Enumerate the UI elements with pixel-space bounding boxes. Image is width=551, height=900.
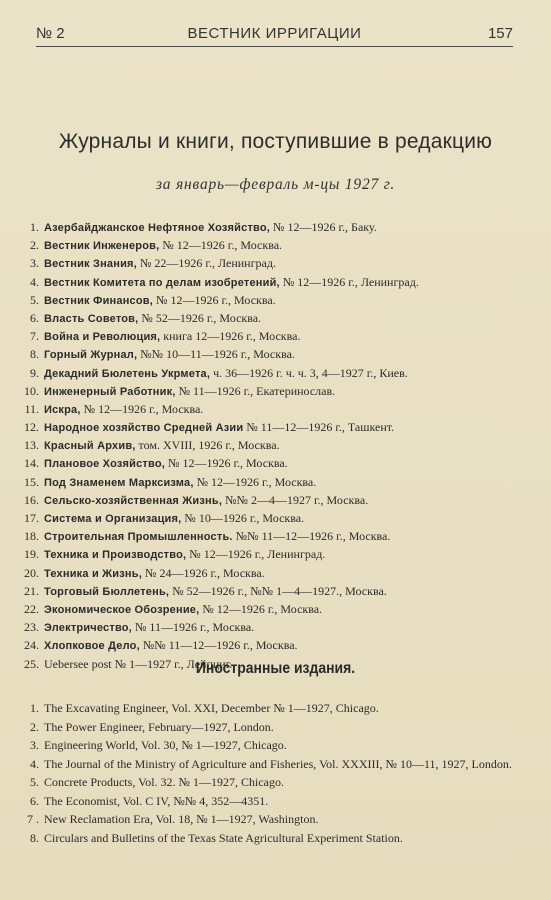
item-number: 10. <box>24 383 39 398</box>
journal-name: Экономическое Обозрение, <box>44 603 200 616</box>
list-item <box>24 545 531 563</box>
journal-details: №№ 11—12—1926 г., Москва. <box>232 529 391 544</box>
item-text <box>44 382 531 400</box>
item-number: 25. <box>24 656 39 671</box>
item-number: 2. <box>30 238 39 253</box>
journal-name: Горный Журнал, <box>44 349 138 362</box>
list-item <box>24 618 531 636</box>
journal-title: ВЕСТНИК ИРРИГАЦИИ <box>187 25 362 42</box>
list-item <box>24 830 529 847</box>
list-item <box>24 273 531 291</box>
item-text: The Power Engineer, February—1927, London. <box>44 719 274 734</box>
journal-name: Электричество, <box>44 622 132 635</box>
journal-name: Декадний Бюлетень Укрмета, <box>44 367 211 380</box>
journal-details: № 12—1926 г., Ленинград. <box>279 274 419 289</box>
list-item <box>24 382 531 400</box>
journal-name: Техника и Жизнь, <box>44 567 142 580</box>
journal-details: № 12—1926 г., Москва. <box>165 456 288 471</box>
list-item <box>24 774 529 791</box>
journal-details: № 12—1926 г., Баку. <box>270 220 377 234</box>
journal-name: Народное хозяйство Средней Азии <box>44 422 244 435</box>
item-text: The Journal of the Ministry of Agriculture and Fisheries, Vol. XXXIII, № 10—11, 1927, London. <box>44 756 512 771</box>
item-number: 23. <box>24 620 39 635</box>
list-item <box>24 291 531 309</box>
journal-details: № 11—1926 г., Екатеринослав. <box>175 383 336 398</box>
item-number: 15. <box>24 474 39 489</box>
item-text: Engineering World, Vol. 30, № 1—1927, Chicago. <box>44 738 287 752</box>
item-number: 18. <box>24 529 39 544</box>
list-item <box>24 793 529 810</box>
item-number: 8. <box>30 830 39 845</box>
list-item <box>24 491 531 509</box>
page-subtitle: за январь—февраль м-цы 1927 г. <box>155 176 396 193</box>
item-number: 13. <box>24 438 39 453</box>
item-text <box>44 418 531 436</box>
item-text <box>44 564 531 582</box>
list-item <box>24 236 531 254</box>
journal-details: №№ 11—12—1926 г., Москва. <box>139 638 298 653</box>
list-item <box>24 509 531 527</box>
item-number: 14. <box>24 456 39 471</box>
item-number: 4. <box>30 274 39 289</box>
journal-details: № 12—1926 г., Москва. <box>153 292 276 307</box>
list-item <box>24 756 529 773</box>
item-number: 16. <box>24 492 39 507</box>
list-item <box>24 636 531 654</box>
item-text <box>44 273 531 291</box>
item-text <box>44 618 531 636</box>
item-number: 24. <box>24 638 39 653</box>
item-number: 17. <box>24 511 39 525</box>
domestic-journals-list <box>24 218 531 673</box>
journal-details: № 12—1926 г., Москва. <box>199 601 323 616</box>
list-item <box>24 454 531 472</box>
list-item <box>24 327 531 345</box>
item-number: 21. <box>24 583 39 598</box>
list-item <box>24 436 531 454</box>
item-number: 4. <box>30 756 39 771</box>
journal-details: № 52—1926 г., №№ 1—4—1927., Москва. <box>169 583 387 598</box>
item-text: Circulars and Bulletins of the Texas State Agricultural Experiment Station. <box>44 830 403 845</box>
journal-name: Под Знаменем Марксизма, <box>44 476 194 489</box>
item-text: New Reclamation Era, Vol. 18, № 1—1927, Washington. <box>44 812 319 826</box>
item-number: 9. <box>30 365 39 380</box>
journal-details: № 12—1926 г., Москва. <box>193 474 317 489</box>
journal-name: Вестник Финансов, <box>44 294 154 307</box>
journal-details: №№ 10—11—1926 г., Москва. <box>137 347 295 362</box>
list-item <box>24 811 529 828</box>
list-item <box>24 345 531 363</box>
list-item <box>24 218 531 236</box>
item-text: The Excavating Engineer, Vol. XXI, December № 1—1927, Chicago. <box>44 701 379 715</box>
item-number: 5. <box>30 292 39 307</box>
item-text <box>44 400 531 418</box>
journal-name: Вестник Инженеров, <box>44 240 160 253</box>
list-item <box>24 254 531 272</box>
list-item <box>24 418 531 436</box>
journal-details: книга 12—1926 г., Москва. <box>160 329 301 344</box>
item-number: 12. <box>24 420 39 435</box>
item-number: 1. <box>30 220 39 234</box>
journal-name: Инженерный Работник, <box>44 385 176 398</box>
item-text <box>44 545 531 563</box>
journal-name: Азербайджанское Нефтяное Хозяйство, <box>44 222 271 234</box>
item-text: The Economist, Vol. C IV, №№ 4, 352—4351. <box>44 793 269 808</box>
journal-details: № 52—1926 г., Москва. <box>138 310 262 325</box>
item-number: 11. <box>24 401 39 416</box>
journal-name: Война и Революция, <box>44 331 161 344</box>
journal-name: Хлопковое Дело, <box>44 640 140 653</box>
item-number: 2. <box>30 719 39 734</box>
item-text <box>44 473 531 491</box>
list-item <box>24 700 529 717</box>
journal-name: Торговый Бюллетень, <box>44 585 170 598</box>
item-number: 7 . <box>27 812 39 826</box>
journal-details: № 12—1926 г., Ленинград. <box>186 547 326 562</box>
item-number: 6. <box>30 793 39 808</box>
item-text <box>44 236 531 254</box>
running-header <box>36 22 513 47</box>
list-item <box>24 309 531 327</box>
item-text <box>44 636 531 654</box>
journal-details: № 10—1926 г., Москва. <box>181 511 305 525</box>
page-number: 157 <box>487 25 513 42</box>
item-number: 20. <box>24 565 39 580</box>
item-text: Concrete Products, Vol. 32. № 1—1927, Chicago. <box>44 775 284 789</box>
list-item <box>24 719 529 736</box>
journal-details: № 11—12—1926 г., Ташкент. <box>243 420 395 435</box>
journal-name: Техника и Производство, <box>44 549 187 562</box>
list-item <box>24 400 531 418</box>
item-text <box>44 345 531 363</box>
item-text <box>44 436 531 454</box>
item-number: 5. <box>30 775 39 789</box>
item-text <box>44 291 531 309</box>
journal-details: № 12—1926 г., Москва. <box>159 238 283 253</box>
item-text <box>44 509 531 527</box>
list-item <box>24 737 529 754</box>
item-text <box>44 600 531 618</box>
journal-name: Вестник Знания, <box>44 258 137 271</box>
list-item <box>24 527 531 545</box>
item-text <box>44 218 531 236</box>
item-number: 6. <box>30 310 39 325</box>
journal-name: Система и Организация, <box>44 513 182 525</box>
journal-name: Плановое Хозяйство, <box>44 458 165 471</box>
item-text <box>44 254 531 272</box>
journal-details: ч. 36—1926 г. ч. ч. 3, 4—1927 г., Киев. <box>210 365 408 380</box>
journal-details: № 24—1926 г., Москва. <box>142 565 265 580</box>
foreign-section-heading: Иностранные издания. <box>195 660 356 677</box>
item-number: 3. <box>30 256 39 271</box>
journal-details: том. XVIII, 1926 г., Москва. <box>135 438 280 453</box>
foreign-journals-list <box>24 700 529 848</box>
journal-name: Сельско-хозяйственная Жизнь, <box>44 494 223 507</box>
item-text <box>44 527 531 545</box>
item-text <box>44 491 531 509</box>
item-number: 19. <box>24 547 39 562</box>
journal-details: № 22—1926 г., Ленинград. <box>136 256 276 271</box>
journal-name: Искра, <box>44 403 81 416</box>
journal-name: Красный Архив, <box>44 440 136 453</box>
journal-name: Власть Советов, <box>44 312 139 325</box>
journal-name: Строительная Промышленность. <box>44 531 233 544</box>
journal-details: №№ 2—4—1927 г., Москва. <box>222 492 369 507</box>
issue-number: № 2 <box>36 25 65 42</box>
list-item <box>24 582 531 600</box>
item-number: 8. <box>30 347 39 362</box>
list-item <box>24 364 531 382</box>
item-number: 22. <box>24 601 39 616</box>
journal-details: Uebersee post № 1—1927 г., Лейпциг. <box>44 656 233 671</box>
list-item <box>24 600 531 618</box>
list-item <box>24 473 531 491</box>
list-item <box>24 564 531 582</box>
journal-details: № 11—1926 г., Москва. <box>131 620 255 635</box>
item-text <box>44 327 531 345</box>
item-text <box>44 454 531 472</box>
item-number: 3. <box>30 738 39 752</box>
page-title: Журналы и книги, поступившие в редакцию <box>58 130 493 153</box>
item-text <box>44 582 531 600</box>
item-number: 7. <box>30 329 39 344</box>
item-text <box>44 364 531 382</box>
item-text <box>44 309 531 327</box>
item-number: 1. <box>30 701 39 715</box>
journal-name: Вестник Комитета по делам изобретений, <box>44 276 280 289</box>
journal-details: № 12—1926 г., Москва. <box>80 401 204 416</box>
